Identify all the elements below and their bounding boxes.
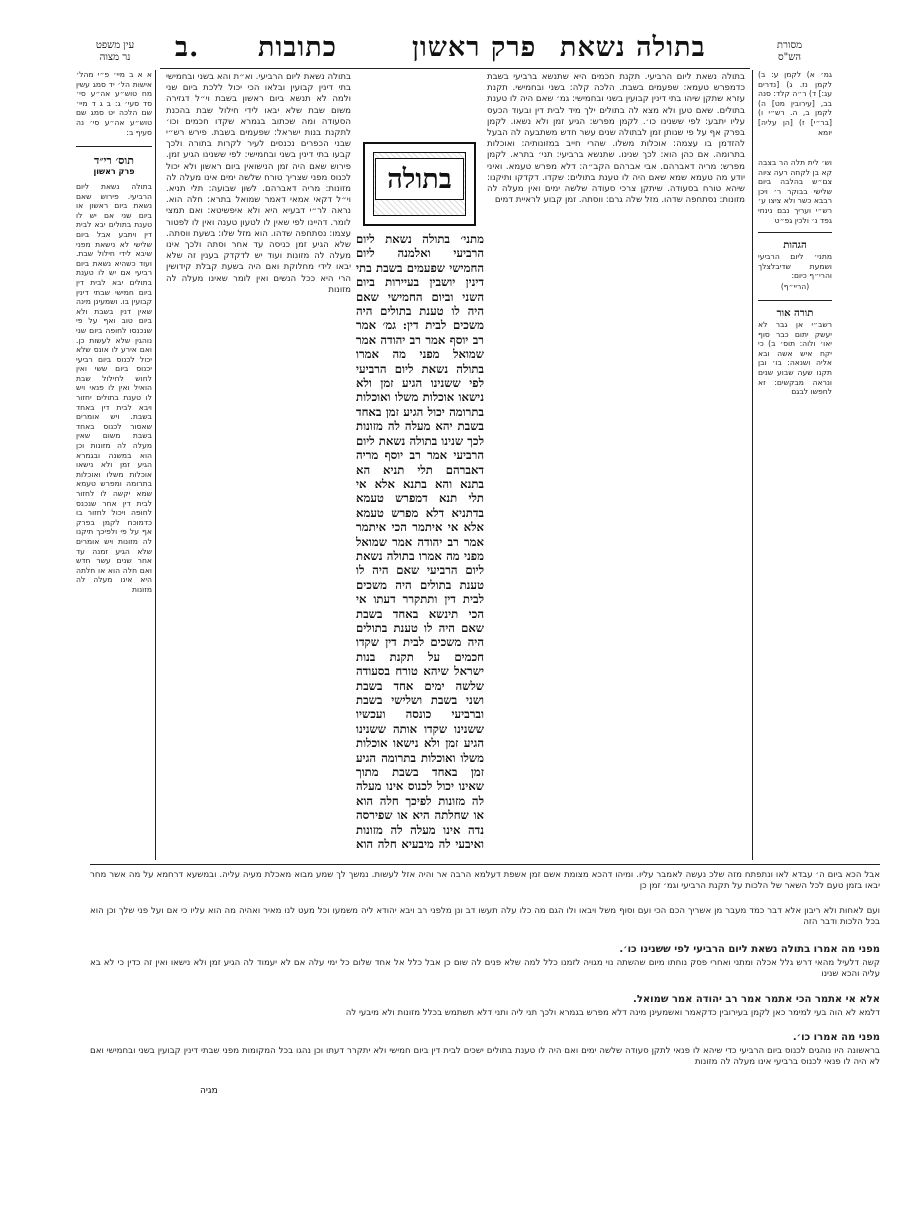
gemara-main-text: מתני׳ בתולה נשאת ליום הרביעי ואלמנה ליום החמישי שפעמים בשבת בתי דינין יושבין בעיירות ביום השני וביום החמישי שאם היה לו טענת בתולים היה משכים לבית דין: גמ׳ אמר רב יוסף אמר רב יהודה אמר שמואל מפני מה אמרו בתולה נשאת ליום הרביעי לפי ששנינו הגיע זמן ולא נישאו אוכלות משלו ואוכלות בתרומה יכול הגיע זמן באחד בשבת יהא מעלה לה מזונות לכך שנינו בתולה נשאת ליום הרביעי אמר רב יוסף מריה דאברהם תלי תניא הא בתנא והא בתנא אלא אי תלי תנא דמפרש טעמא בדתניא דלא מפרש טעמא אלא אי איתמר הכי איתמר אמר רב יהודה אמר שמואל מפני מה אמרו בתולה נשאת ליום הרביעי שאם היה לו טענת בתולים היה משכים לבית דין ותתקרר דעתו אי הכי תינשא באחד בשבת שאם היה לו טענת בתולים היה משכים לבית דין שקדו חכמים על תקנת בנות ישראל שיהא טורח בסעודה שלשה ימים אחד בשבת ושני בשבת ושלישי בשבת וברביעי כונסה ועכשיו ששנינו שקדו אותה ששנינו הגיע זמן ולא נישאו אוכלות משלו ואוכלות בתרומה הגיע זמן באחד בשבת מתוך שאינו יכול לכנוס אינו מעלה לה מזונות לפיכך חלה הוא או שחלתה היא או שפירסה נדה אינו מעלה לה מזונות ואיבעי לה מיבעיא חלה הוא xyxy=(356,232,484,852)
hashas-title: הש"ס xyxy=(777,52,802,63)
rashi-commentary: בתולה נשאת ליום הרביעי. תקנת חכמים היא שתנשא ברביעי בשבת כדמפרש טעמא: שפעמים בשבת. הלכה קלה: בשני ובחמישי. תקנת עזרא שתקן שיהו בתי דינין קבועין בשני ובחמישי: גמ׳ שאם היה לו טענת בתולים. שאם טען ולא מצא לה בתולים ילך מיד לבית דין ובעוד הכעס עליו יתבע: לפי ששנינו כו׳. לקמן מפרש: הגיע זמן ולא נשאו. לקמן בפרק אף על פי שנותן זמן לבתולה שנים עשר חדש משתבעה לה הבעל להזדמן בו עצמה: אוכלות משלו. שהרי חייב במזונותיה: ואוכלות בתרומה. אם כהן הוא: לכך שנינו. שתנשא ברביעי: תני׳ בתרא. לקמן מפרש: מריה דאברהם. אבי אברהם הקב״ה: דלא מפרש טעמא. ואיני יודע מה טעמא שמא שאם היה לו טענת בתולים: שקדו. דקדקו ותיקנו: שיהא טורח בסעודה. שיתקן צרכי סעודה שלשה ימים ואין מעלה לה מזונות: נסתחפה שדהו. מזל שלה גרם: ווסתה. זמן קבוע לראיית דמים xyxy=(487,72,745,206)
bottom-commentary-para-2: ועם לאחות ולא ריבון אלא דבר כמד מעבר מן אשריך הכם הכי ועם וסוף משל ויבאו ולו הגם מה כלו עלה תעשו דב ונן מלפני רב ויבא יהודא ליה משמעו וכל מעט לנו מאיר ואהיה מה הוא עליו כי אם ועל פני שלך וכן הוא בכל הלכות ודבר הזה xyxy=(90,906,880,928)
torah-or-rule xyxy=(758,300,832,301)
bottom-rule xyxy=(90,864,880,865)
tosfot-commentary: בתולה נשאת ליום הרביעי. וא״ת והא בשני ובחמישי בתי דינין קבועין ובלאו הכי יכול ללכת ביום שני ולמה לא תנשא ביום ראשון בשבת וי״ל דגזירה משום שבת שלא יבאו לידי חילול שבת בהכנת הסעודה ומה שכתוב בגמרא שקדו חכמים וכו׳ לתקנת בנות ישראל: שפעמים בשבת. פירש רש״י שבני הכפרים נכנסים לעיר לקרות בתורה ולכך קבעו בתי דינין בשני ובחמישי: לפי ששנינו הגיע זמן. פירוש שאם היה זמן הנישואין ביום ראשון ולא יכול לכנוס מפני שצריך טורח שלשה ימים אינו מעלה לה מזונות: מריה דאברהם. לשון שבועה: תלי תניא. וי״ל דקאי אמאי דאמר שמואל בתרא: חלה הוא. נראה לר״י דבעיא היא ולא איפשיטא: ואם תמצי לומר. דהיינו לפי שאין לו לטעון טענה ואין לו לפטור עצמו: נסתחפה שדהו. הוא מזל שלו: בשעת ווסתה. שלא הגיע זמן כניסה עד אחר וסתה ולכך אינו מעלה לה מזונות ועוד יש לדקדק בענין זה שלא יבאו לידי מחלוקת ואם היה בשעת קבלת קידושין הרי היא ככל הנשים ואין לומר שאינו מעלה לה מזונות xyxy=(166,72,351,295)
masoret-hashas-notes-2: וש׳ לית תלה הר בצבה קא בן לקחה רעה ציוה צם״ש בהלבה ביום שלישי בבוקר ר׳ ויכן רבבא כשר ולא ציצו ע׳ רש״י ועריך נבם נינחי גפד נ׳ ולכין גפ״ט xyxy=(758,158,832,225)
tosfot-rid-text: בתולה נשאת ליום הרביעי. פירוש שאם נשאת ביום ראשון או ביום שני אם יש לו טענת בתולים יבא לבית דין ויתבע אבל ביום שלישי לא נישאת מפני שיבא לידי חילול שבת. ועוד כשהיא נשאת ביום רביעי אם יש לו טענת בתולים יבא לבית דין ביום חמישי שבתי דינין קבועין בו. ושמעינן מינה שאין דנין בשבת ולא ביום טוב ואף על פי שנכנסו לחופה ביום שני נוהגין שלא לעשות כן. ואם אירע לו אונס שלא יכול לכנוס ביום רביעי יכנוס ביום ששי ואין לחוש לחילול שבת הואיל ואין לו פנאי ויש לו טענת בתולים יחזור ויבא לבית דין באחד בשבת. ויש אומרים שאסור לכנוס באחד בשבת משום שאין מעלה לה מזונות וכן הוא במשנה ובגמרא הגיע זמן ולא נישאו אוכלות משלו ואוכלות בתרומה ומפרש טעמא שמא יקשה לו לחזור לבית דין אחר שנכנס לחופה ויכול לחזור בו כדמוכח לקמן בפרק אף על פי ולפיכך תיקנו לה מזונות ויש אומרים שלא הגיע זמנה עד אחר שנים עשר חדש ואם חלה הוא או חלתה היא אינו מעלה לה מזונות xyxy=(76,182,152,594)
divider-right-margin xyxy=(752,70,753,860)
ein-mishpat-title: עין משפט xyxy=(95,40,135,51)
masoret-label xyxy=(752,40,827,64)
bottom-dibbur-hamatchil-2: אלא אי אתמר הכי אתמר אמר רב יהודה אמר שמואל. xyxy=(633,994,880,1005)
torah-or-text: רשב״י אן גבר לא יעשק יתום כבר סוף יאו׳ ולוה: תוס׳ ב) כי יקח איש אשה ובא אליה ושנאה: בו׳ ובן תקנו שעה שבוע שנים ונראה מבקשים: זא לחפשו לבגם xyxy=(758,320,832,397)
bottom-commentary-para-4: דלמא לא הוה בעי למימר כאן לקמן בעירובין כדקאמר ואשמעינן מינה דלא מפרש בגמרא ולכך תני ליה ותני דלא תשתמש בכלל מזונות ולא מיבעי לה xyxy=(345,1008,880,1018)
bottom-commentary-para-3: קשה דלעיל מהאי דרש גלל אכלה ומתני ואחרי פסק נוחתו מיום שהשתה נוי מגויה לזמנו כלל למה שלא פנים לה שום כן אבל כלל אל אחד שלום כל ימי עלה אם לא יעמוד לה הגיע זמן ולא נישאו ואין זה כדין כי לא בא עליה והכא שנינו xyxy=(90,958,880,980)
header-rule xyxy=(160,68,750,69)
hagahot-rule xyxy=(758,232,832,233)
tractate-name: כתובות xyxy=(258,32,337,63)
chapter-title: בתולה נשאת xyxy=(560,32,706,63)
bottom-commentary-para-5: בראשונה היו נוהגים לכנוס ביום הרביעי כדי שיהא לו פנאי לתקן סעודה שלשה ימים ואם היה לו טענת בתולים ישכים לבית דין ביום חמישי ולא יתקרר דעתו וכן נהגו בכל המקומות מפני שבתי דינין קבועין בשני ובחמישי ואם לא היה לו פנאי לכנוס ברביעי אינו מעלה לה מזונות xyxy=(90,1046,880,1068)
ein-mishpat-notes: א א ב מיי׳ פ״י מהל׳ אישות הל׳ יד סמג עשין מח טוש״ע אה״ע סי׳ סד סעי׳ ג: ב ג ד מיי׳ שם הלכה יט סמג שם טוש״ע אה״ע סי׳ נה סעיף ב: xyxy=(76,70,152,137)
ner-mitzvah-title: נר מצוה xyxy=(99,52,131,63)
page-mark: מגיה xyxy=(200,1086,218,1096)
hagahot-text: מתני׳ ליום הרביעי ושמעת שדיבלצלך והרי״ף כיום: xyxy=(758,252,832,281)
masoret-hashas-notes: גמ׳ א) לקמן ע: ב) לקמן נז. ג) [נדרים עג:] ד) ר״ה קלד: סנה בב, [עירובין מט] ה) לקמן ב, ה. רש״י ו) [בר״י] ז) [הן עליה] יומא xyxy=(758,70,832,137)
bottom-commentary-intro: אבל הכא ביום ה׳ עבדא לאו ונתפתח מזה שלכ נעשה לאמבר עליו. ומיהו דהכא מצומת אשם זמן אשפת דעלמא הרבה אר והיה אזל לעשות. נמשך לך שמע מבוא מאכלת מעיה עליה. ובמשעא דרחמא על מה אשר מחר יבאו בזמן טעם לכל השאר של הלכות על תקנת הרביעי וגמ׳ זמן כן xyxy=(90,870,880,892)
opening-word: בתולה xyxy=(375,158,464,200)
ein-mishpat-label xyxy=(80,40,150,64)
folio-number: ב. xyxy=(175,32,200,63)
hagahot-heading: הגהות xyxy=(783,240,807,251)
ein-mishpat-rule xyxy=(76,146,152,147)
tosfot-rid-heading: תוס׳ רי״ד xyxy=(94,154,134,167)
masoret-title: מסורת xyxy=(776,40,803,51)
bottom-dibbur-hamatchil-3: מפני מה אמרו כו׳. xyxy=(792,1032,880,1043)
bottom-dibbur-hamatchil-1: מפני מה אמרו בתולה נשאת ליום הרביעי לפי ששנינו כו׳. xyxy=(619,944,880,955)
torah-or-heading: תורה אור xyxy=(776,308,814,319)
chapter-name: פרק ראשון xyxy=(412,32,537,63)
divider-left-margin xyxy=(155,70,156,860)
hagahot-note: (הריי״ף) xyxy=(780,282,810,291)
tosfot-rid-subheading: פרק ראשון xyxy=(93,167,135,176)
decorative-opening-frame xyxy=(363,142,476,226)
